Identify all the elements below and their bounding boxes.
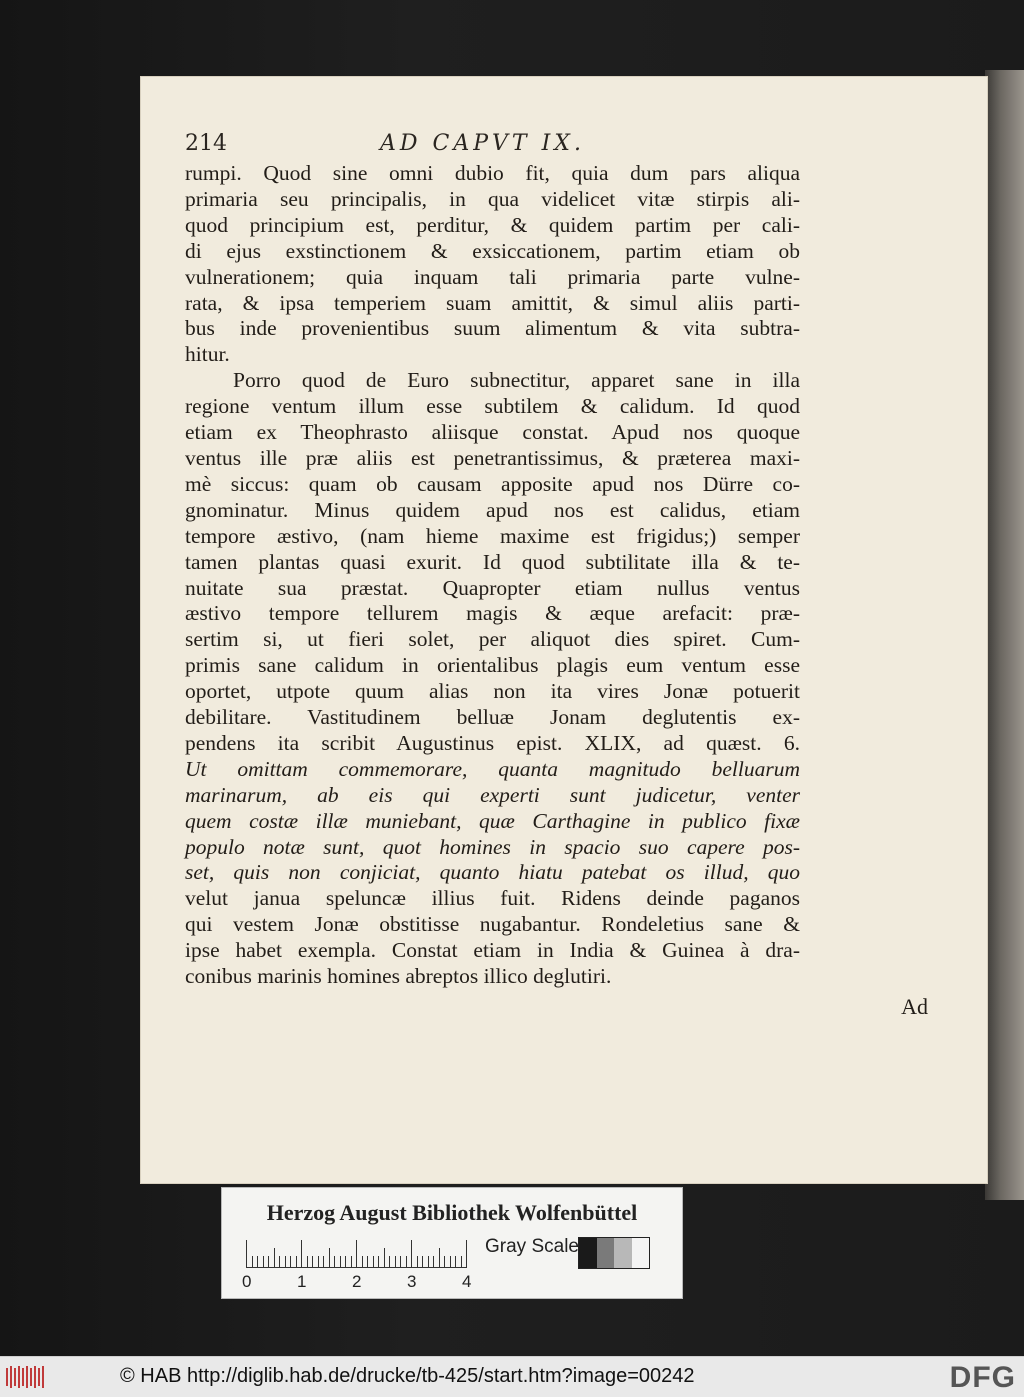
ruler-tick	[378, 1256, 379, 1268]
body-text	[185, 161, 800, 990]
running-head	[185, 131, 785, 161]
gray-swatch	[632, 1238, 650, 1268]
ruler-tick	[279, 1256, 280, 1268]
footer-bar	[0, 1356, 1024, 1397]
ruler-tick	[334, 1256, 335, 1268]
ruler-tick	[466, 1240, 467, 1268]
ruler-tick	[389, 1256, 390, 1268]
text-line: oportet, utpote quum alias non ita vires Jonæ potuerit	[185, 679, 800, 704]
ruler-tick	[439, 1248, 440, 1268]
text-line: regione ventum illum esse subtilem & calidum. Id quod	[185, 394, 800, 419]
text-line: set, quis non conjiciat, quanto hiatu patebat os illud, quo	[185, 860, 800, 885]
book-edge	[985, 70, 1024, 1200]
text-line: nuitate sua præstat. Quapropter etiam nullus ventus	[185, 575, 800, 600]
ruler-tick	[301, 1240, 302, 1268]
text-line: Ut omittam commemorare, quanta magnitudo belluarum	[185, 756, 800, 781]
ruler-tick	[461, 1256, 462, 1268]
text-line: primis sane calidum in orientalibus plagis eum ventum esse	[185, 653, 800, 678]
ruler-tick	[400, 1256, 401, 1268]
text-line: mè siccus: quam ob causam apposite apud nos Dürre co-	[185, 471, 800, 496]
text-line: ventus ille præ aliis est penetrantissimus, & præterea maxi-	[185, 445, 800, 470]
text-line: debilitare. Vastitudinem belluæ Jonam deglutentis ex-	[185, 705, 800, 730]
ruler-tick	[246, 1240, 247, 1268]
text-line: conibus marinis homines abreptos illico deglutiri.	[185, 964, 612, 989]
chapter-heading: AD CAPVT IX.	[380, 131, 585, 156]
text-line: quod principium est, perditur, & quidem partim per cali-	[185, 212, 800, 237]
gray-swatch	[579, 1238, 597, 1268]
ruler-tick	[367, 1256, 368, 1268]
ruler-tick	[411, 1240, 412, 1268]
scale-ruler	[246, 1238, 466, 1268]
text-line: gnominatur. Minus quidem apud nos est calidus, etiam	[185, 497, 800, 522]
text-line: marinarum, ab eis qui experti sunt judicetur, venter	[185, 782, 800, 807]
scale-number: 1	[297, 1272, 307, 1291]
gray-swatch	[597, 1238, 615, 1268]
text-line: tempore æstivo, (nam hieme maxime est frigidus;) semper	[185, 523, 800, 548]
text-line: velut janua speluncæ illius fuit. Ridens deinde paganos	[185, 886, 800, 911]
ruler-tick	[373, 1256, 374, 1268]
page-number: 214	[185, 131, 227, 156]
text-line: Porro quod de Euro subnectitur, apparet sane in illa	[233, 368, 800, 393]
library-label	[221, 1187, 683, 1299]
copyright-link[interactable]: © HAB http://diglib.hab.de/drucke/tb-425/start.htm?image=00242	[120, 1365, 695, 1387]
text-line: bus inde provenientibus suum alimentum & vita subtra-	[185, 316, 800, 341]
scale-number: 2	[352, 1272, 362, 1291]
text-line: rumpi. Quod sine omni dubio fit, quia dum pars aliqua	[185, 161, 800, 185]
ruler-tick	[312, 1256, 313, 1268]
text-line: quem costæ illæ muniebant, quæ Carthagine in publico fixæ	[185, 808, 800, 833]
book-page	[140, 76, 988, 1184]
gray-swatch	[614, 1238, 632, 1268]
library-name: Herzog August Bibliothek Wolfenbüttel	[266, 1200, 638, 1225]
ruler-tick	[274, 1248, 275, 1268]
ruler-tick	[329, 1248, 330, 1268]
ruler-tick	[433, 1256, 434, 1268]
text-line: vulnerationem; quia inquam tali primaria parte vulne-	[185, 264, 800, 289]
ruler-tick	[318, 1256, 319, 1268]
text-line: hitur.	[185, 342, 230, 367]
hab-logo-icon	[6, 1366, 46, 1388]
ruler-tick	[384, 1248, 385, 1268]
text-line: æstivo tempore tellurem magis & æque arefacit: præ-	[185, 601, 800, 626]
gray-scale-label: Gray Scale	[485, 1236, 579, 1257]
text-line: populo notæ sunt, quot homines in spacio suo capere pos-	[185, 834, 800, 859]
dfg-logo: DFG	[949, 1361, 1016, 1394]
ruler-tick	[307, 1256, 308, 1268]
text-line: ipse habet exempla. Constat etiam in India & Guinea à dra-	[185, 938, 800, 963]
ruler-tick	[395, 1256, 396, 1268]
text-line: primaria seu principalis, in qua videlicet vitæ stirpis ali-	[185, 186, 800, 211]
scale-number: 4	[462, 1272, 472, 1291]
scale-number: 3	[407, 1272, 417, 1291]
text-line: sertim si, ut fieri solet, per aliquot dies spiret. Cum-	[185, 627, 800, 652]
text-line: di ejus exstinctionem & exsiccationem, partim etiam ob	[185, 238, 800, 263]
text-line: qui vestem Jonæ obstitisse nugabantur. Rondeletius sane &	[185, 912, 800, 937]
ruler-tick	[252, 1256, 253, 1268]
ruler-tick	[450, 1256, 451, 1268]
ruler-tick	[263, 1256, 264, 1268]
ruler-tick	[356, 1240, 357, 1268]
catchword: Ad	[901, 994, 928, 1019]
ruler-tick	[257, 1256, 258, 1268]
ruler-tick	[290, 1256, 291, 1268]
ruler-tick	[351, 1256, 352, 1268]
text-line: pendens ita scribit Augustinus epist. XLIX, ad quæst. 6.	[185, 730, 800, 755]
text-line: etiam ex Theophrasto aliisque constat. Apud nos quoque	[185, 420, 800, 445]
scale-number: 0	[242, 1272, 252, 1291]
gray-scale-swatches	[578, 1237, 650, 1269]
ruler-tick	[428, 1256, 429, 1268]
ruler-tick	[444, 1256, 445, 1268]
ruler-tick	[296, 1256, 297, 1268]
ruler-tick	[422, 1256, 423, 1268]
ruler-tick	[417, 1256, 418, 1268]
text-line: rata, & ipsa temperiem suam amittit, & simul aliis parti-	[185, 290, 800, 315]
ruler-tick	[268, 1256, 269, 1268]
text-line: tamen plantas quasi exurit. Id quod subtilitate illa & te-	[185, 549, 800, 574]
ruler-tick	[340, 1256, 341, 1268]
ruler-tick	[455, 1256, 456, 1268]
ruler-tick	[362, 1256, 363, 1268]
ruler-tick	[406, 1256, 407, 1268]
ruler-tick	[345, 1256, 346, 1268]
ruler-tick	[323, 1256, 324, 1268]
ruler-tick	[285, 1256, 286, 1268]
